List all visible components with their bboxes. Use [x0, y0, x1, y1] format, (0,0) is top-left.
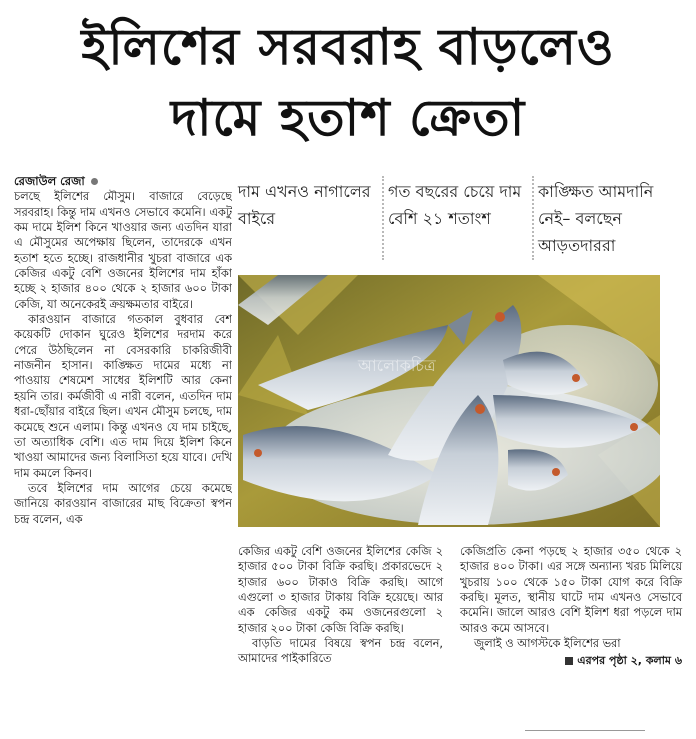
middle-column [238, 544, 443, 724]
headline-line-2: দামে হতাশ ক্রেতা [170, 88, 526, 147]
square-bullet-icon [565, 657, 573, 665]
byline-dot-icon [91, 178, 98, 185]
highlight-2: গত বছরের চেয়ে দাম বেশি ২১ শতাংশ [384, 176, 534, 260]
left-paragraph-3: তবে ইলিশের দাম আগের চেয়ে কমেছে জানিয়ে কারওয়ান বাজারের মাছ বিক্রেতা স্বপন চন্দ্র বলেন, এক [14, 481, 232, 526]
highlight-3: কাঙ্ক্ষিত আমদানি নেই– বলছেন আড়তদাররা [538, 182, 654, 255]
highlight-1: দাম এখনও নাগালের বাইরে [236, 176, 384, 260]
left-paragraph-1: চলছে ইলিশের মৌসুম। বাজারে বেড়েছে সরবরাহ। কিন্তু দাম এখনও সেভাবে কমেনি। একটু কম দামে ইলিশ কিনে খাওয়ার জন্য এতদিন যারা এ মৌসুমের অপেক্ষায় ছিলেন, তাদেরকে এখন হতাশ হতে হচ্ছে। রাজধানীর খুচরা বাজারে এক কেজির একটু বেশি ওজনের ইলিশের দাম হাঁকা হচ্ছে ২ হাজার ৪০০ থেকে ২ হাজার ৬০০ টাকা কেজি, যা অনেকেরই ক্রয়ক্ষমতার বাইরে। [14, 190, 232, 311]
right-paragraph-1: কেজিপ্রতি কেনা পড়ছে ২ হাজার ৩৫০ থেকে ২ হাজার ৪০০ টাকা। এর সঙ্গে অন্যান্য খরচ মিলিয়ে খুচরায় ১০০ থেকে ১৫০ টাকা যোগ করে বিক্রি করছি। মূলত, স্থানীয় ঘাটে দাম এখনও সেভাবে কমেনি। জালে আরও বেশি ইলিশ ধরা পড়লে দাম আরও কমে আসবে। [460, 545, 682, 635]
highlights-box [236, 176, 682, 260]
bottom-rule [525, 730, 645, 731]
headline [0, 12, 696, 154]
headline-line-1: ইলিশের সরবরাহ বাড়লেও [81, 17, 615, 76]
mid-paragraph-2: বাড়তি দামের বিষয়ে স্বপন চন্দ্র বলেন, আমাদের পাইকারিতে [238, 637, 443, 666]
left-paragraph-2: কারওয়ান বাজারে গতকাল বুধবার বেশ কয়েকটি দোকান ঘুরেও ইলিশের দরদাম করে পেরে উঠছিলেন না বেসরকারি চাকরিজীবী নাজনীন হাসান। কাঙ্ক্ষিত দামের মধ্যে না পাওয়ায় শেষমেশ সাধের ইলিশটি আর কেনা হয়নি তার। কর্মজীবী এ নারী বলেন, এতদিন দাম ধরা-ছোঁয়ার বাইরে ছিল। এখন মৌসুম চলছে, দাম কমেছে শুনে এলাম। কিন্তু এখনও যে দাম চাইছে, তা অত্যাধিক বেশি। এত দাম দিয়ে ইলিশ কিনে খাওয়া আমাদের জন্য বিলাসিতা হয়ে যাবে। দেখি দাম কমলে কিনব। [14, 313, 232, 480]
author-name: রেজাউল রেজা [14, 174, 85, 188]
mid-paragraph-1: কেজির একটু বেশি ওজনের ইলিশের কেজি ২ হাজার ৫০০ টাকা বিক্রি করছি। প্রকারভেদে ২ হাজার ৬০০ টাকাও বিক্রি করছি। আগে এগুলো ৩ হাজার টাকায় বিক্রি হয়েছে। আর এক কেজির একটু কম ওজনেরগুলো ২ হাজার ২০০ টাকা কেজি বিক্রি করছি। [238, 545, 443, 635]
top-strip [0, 0, 696, 10]
photo-watermark: আলোকচিত্র [358, 356, 436, 375]
continued-note [460, 653, 682, 668]
left-column [14, 174, 232, 722]
right-column [460, 544, 682, 724]
byline [14, 174, 232, 189]
hilsa-fish-photo [238, 275, 660, 527]
continued-text: এরপর পৃষ্ঠা ২, কলাম ৬ [577, 654, 682, 668]
hilsa-fish-illustration [238, 275, 660, 527]
right-paragraph-2: জুলাই ও আগস্টকে ইলিশের ভরা [474, 637, 621, 651]
